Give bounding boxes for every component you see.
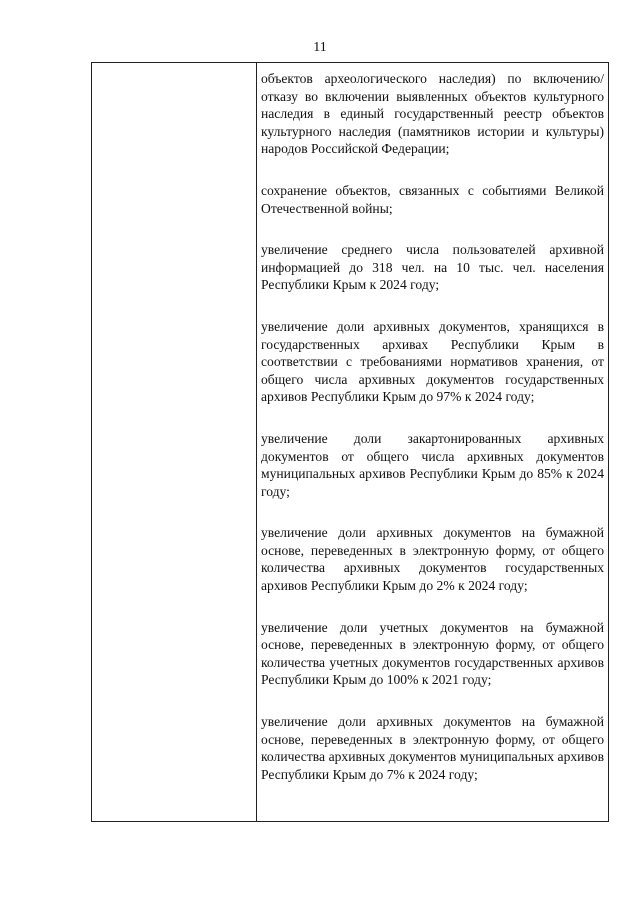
table-paragraph: увеличение доли архивных документов, хранящихся в государственных архивах Республики Крым в соответствии с требованиями нормативов хранения, от общего числа архивных документов государственных архивов Республики Крым до 97% к 2024 году;	[261, 318, 604, 405]
table-paragraph: увеличение доли закартонированных архивных документов от общего числа архивных документов муниципальных архивов Республики Крым до 85% к 2024 году;	[261, 430, 604, 499]
table-paragraph: увеличение доли учетных документов на бумажной основе, переведенных в электронную форму, от общего количества учетных документов государственных архивов Республики Крым до 100% к 2021 году;	[261, 619, 604, 688]
page-number: 11	[313, 40, 327, 55]
table-paragraph: увеличение доли архивных документов на бумажной основе, переведенных в электронную форму, от общего количества архивных документов муниципальных архивов Республики Крым до 7% к 2024 году;	[261, 714, 604, 782]
table-paragraph: увеличение доли архивных документов на бумажной основе, переведенных в электронную форму, от общего количества архивных документов государственных архивов Республики Крым до 2% к 2024 году;	[261, 525, 604, 594]
table-paragraph: увеличение среднего числа пользователей архивной информацией до 318 чел. на 10 тыс. чел. населения Республики Крым к 2024 году;	[261, 242, 604, 293]
table-paragraph: объектов археологического наследия) по включению/отказу во включении выявленных объектов культурного наследия в единый государственный реестр объектов культурного наследия (памятников истории и культуры) народов Российской Федерации;	[261, 71, 604, 157]
table-right-cell	[257, 63, 610, 821]
table-left-cell	[92, 63, 257, 821]
table-paragraph: сохранение объектов, связанных с событиями Великой Отечественной войны;	[261, 182, 604, 216]
document-table	[91, 62, 609, 822]
